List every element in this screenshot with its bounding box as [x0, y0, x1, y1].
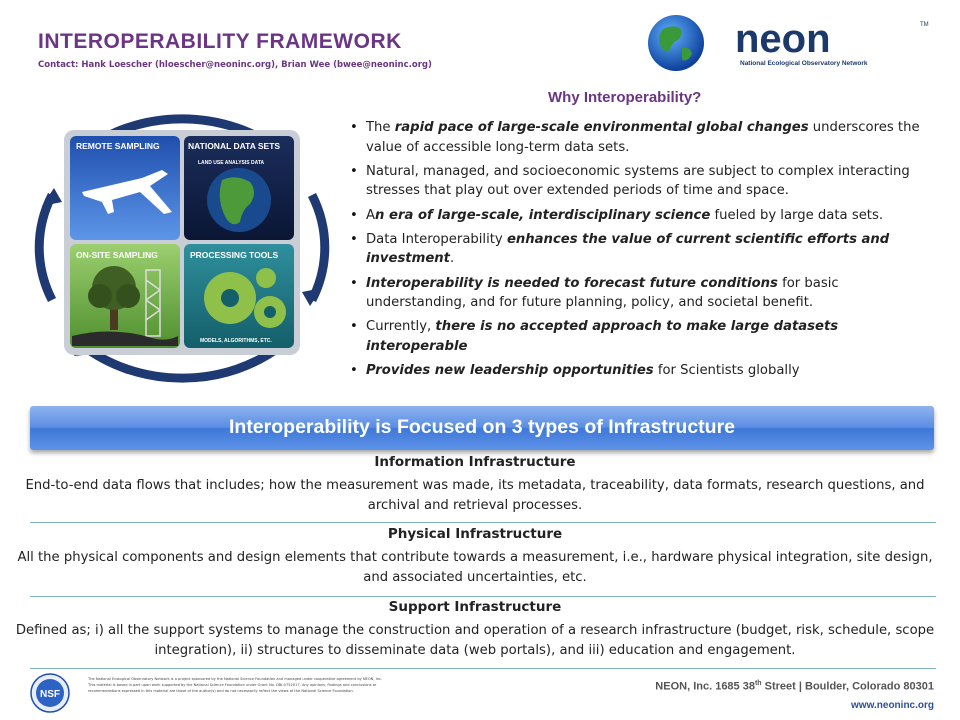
why-interoperability-heading: Why Interoperability?	[548, 89, 702, 106]
bullet-item: • An era of large-scale, interdisciplinary science fueled by large data sets.	[350, 206, 942, 226]
logo-wordmark: neon	[735, 17, 831, 61]
svg-text:NATIONAL DATA SETS: NATIONAL DATA SETS	[188, 141, 281, 151]
funding-disclaimer: The National Ecological Observatory Network is a project sponsored by the National Science Foundation and managed under cooperative agreement by NEON, Inc. This material is based in part upon work supported by the National Science Foundation under Grant No. DBI-0752017. Any opinions, findings and conclusions or recommendations expressed in this material are those of the author(s) and do not necessarily reflect the views of the National Science Foundation.	[88, 677, 383, 693]
logo-subtitle: National Ecological Observatory Network	[740, 60, 868, 67]
section-body: All the physical components and design elements that contribute towards a measurement, i.e., hardware physical integration, site design, and associated uncertainties, etc.	[17, 550, 933, 585]
section-body: End-to-end data flows that includes; how the measurement was made, its metadata, traceability, data formats, research questions, and archival and retrieval processes.	[25, 478, 925, 513]
nsf-logo	[30, 673, 70, 713]
arrowhead-icon	[302, 288, 322, 306]
contact-line: Contact: Hank Loescher (hloescher@neoninc.org), Brian Wee (bwee@neoninc.org)	[38, 60, 432, 70]
trademark-mark: TM	[920, 22, 929, 28]
physical-infrastructure-section	[14, 526, 936, 588]
svg-text:NSF: NSF	[40, 689, 60, 700]
svg-text:LAND USE ANALYSIS DATA: LAND USE ANALYSIS DATA	[198, 160, 265, 166]
bullet-item: • Natural, managed, and socioeconomic systems are subject to complex interacting stresses that play out over extended periods of time and space.	[350, 162, 942, 201]
earth-icon	[207, 168, 271, 232]
section-heading: Support Infrastructure	[388, 599, 562, 615]
cycle-arrow-left	[39, 195, 52, 300]
svg-text:ON-SITE SAMPLING: ON-SITE SAMPLING	[76, 250, 158, 260]
gears-icon	[204, 268, 286, 328]
cycle-arrow-right	[312, 195, 325, 300]
footer-divider	[30, 668, 936, 669]
why-bullet-list	[350, 118, 942, 386]
svg-text:PROCESSING TOOLS: PROCESSING TOOLS	[190, 250, 279, 260]
support-infrastructure-section	[14, 599, 936, 661]
section-body: Defined as; i) all the support systems to manage the construction and operation of a research infrastructure (budget, risk, schedule, scope integration), ii) structures to disseminate data (web portals), and iii) education and engagement.	[15, 623, 935, 658]
arrowhead-icon	[42, 188, 62, 206]
panel-national-data-sets	[184, 136, 294, 240]
banner-text: Interoperability is Focused on 3 types of Infrastructure	[228, 416, 736, 438]
panel-processing-tools	[184, 244, 294, 348]
svg-text:MODELS, ALGORITHMS, ETC.: MODELS, ALGORITHMS, ETC.	[200, 338, 272, 344]
bullet-item: • Interoperability is needed to forecast future conditions for basic understanding, and for future planning, policy, and societal benefit.	[350, 274, 942, 313]
bullet-item: • The rapid pace of large-scale environmental global changes underscores the value of accessible long-term data sets.	[350, 118, 942, 157]
section-divider	[30, 522, 936, 523]
section-heading: Information Infrastructure	[374, 454, 576, 470]
bullet-item: • Currently, there is no accepted approach to make large datasets interoperable	[350, 317, 942, 356]
section-heading: Physical Infrastructure	[387, 526, 563, 542]
infrastructure-banner	[30, 406, 934, 450]
footer-address: NEON, Inc. 1685 38th Street | Boulder, Colorado 80301	[655, 680, 934, 693]
bullet-item: • Data Interoperability enhances the value of current scientific efforts and investment.	[350, 230, 942, 269]
globe-icon	[648, 15, 704, 71]
website-link[interactable]: www.neoninc.org	[851, 700, 934, 711]
poster-title: INTEROPERABILITY FRAMEWORK	[38, 30, 402, 53]
svg-text:REMOTE SAMPLING: REMOTE SAMPLING	[76, 141, 160, 151]
section-divider	[30, 596, 936, 597]
information-infrastructure-section	[14, 454, 936, 516]
bullet-item: • Provides new leadership opportunities for Scientists globally	[350, 361, 942, 381]
interoperability-cycle-diagram	[22, 100, 342, 390]
panel-on-site-sampling	[70, 244, 180, 348]
panel-remote-sampling	[70, 136, 180, 240]
